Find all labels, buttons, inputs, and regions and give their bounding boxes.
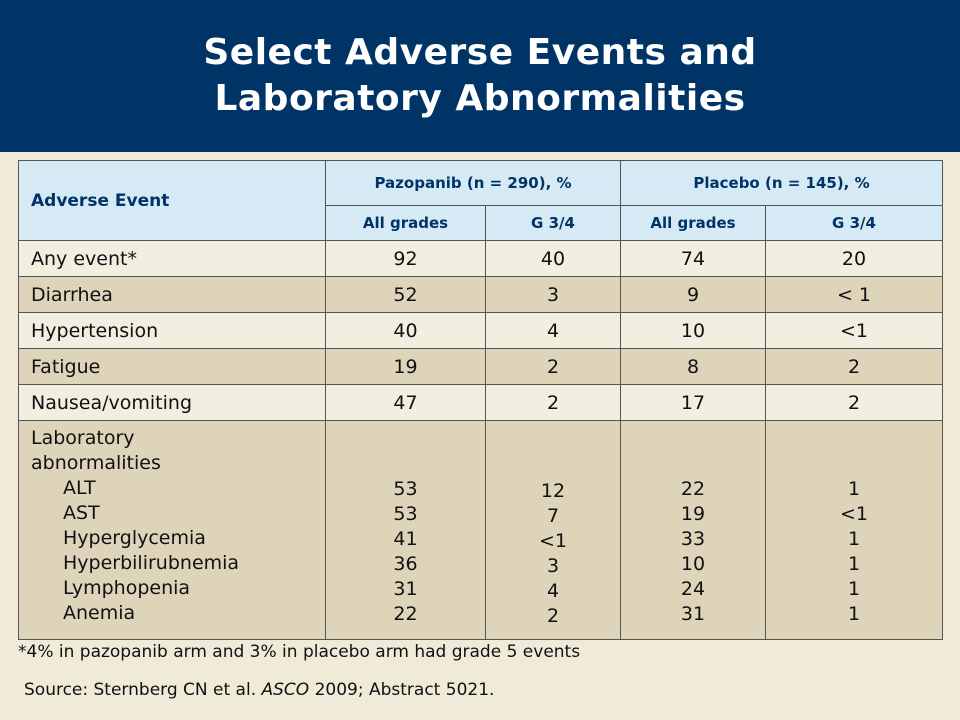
pazopanib-g34-value: 40: [486, 241, 621, 277]
placebo-all-value: 17: [621, 385, 766, 421]
lab-value: 7: [546, 505, 560, 527]
event-name: Fatigue: [19, 349, 326, 385]
lab-names-cell: [19, 421, 326, 640]
header-adverse-event: Adverse Event: [19, 161, 326, 241]
subheader-pazopanib-g34: G 3/4: [486, 206, 621, 241]
event-name: Hypertension: [19, 313, 326, 349]
lab-value: 31: [393, 578, 418, 600]
placebo-g34-value: < 1: [766, 277, 943, 313]
subheader-placebo-g34: G 3/4: [766, 206, 943, 241]
pazopanib-g34-value: 2: [486, 349, 621, 385]
lab-pazopanib-g34-cell: [486, 421, 621, 640]
pazopanib-g34-value: 4: [486, 313, 621, 349]
lab-item-name: Anemia: [63, 602, 136, 624]
subheader-placebo-all-grades: All grades: [621, 206, 766, 241]
lab-value: 1: [847, 553, 861, 575]
pazopanib-all-value: 19: [326, 349, 486, 385]
pazopanib-g34-value: 3: [486, 277, 621, 313]
lab-heading-line-2: abnormalities: [31, 452, 161, 474]
source-journal: ASCO: [261, 680, 310, 700]
source-citation: [24, 680, 494, 700]
pazopanib-all-value: 40: [326, 313, 486, 349]
table-header-row: [19, 161, 943, 206]
lab-item-name: AST: [63, 502, 100, 524]
source-prefix: Source: Sternberg CN et al.: [24, 680, 262, 700]
header-pazopanib: Pazopanib (n = 290), %: [326, 161, 621, 206]
page-title-line-1: Select Adverse Events and: [203, 32, 757, 73]
table-row: [19, 241, 943, 277]
lab-heading-line-1: Laboratory: [31, 427, 135, 449]
lab-value: <1: [538, 530, 567, 552]
page-title-line-2: Laboratory Abnormalities: [214, 78, 746, 119]
lab-value: 1: [847, 603, 861, 625]
title-banner: [0, 0, 960, 152]
source-suffix: 2009; Abstract 5021.: [309, 680, 495, 700]
placebo-all-value: 10: [621, 313, 766, 349]
lab-item-name: Hyperbilirubnemia: [63, 552, 240, 574]
lab-value: 53: [393, 503, 418, 525]
lab-value: 33: [680, 528, 706, 550]
event-name: Diarrhea: [19, 277, 326, 313]
pazopanib-all-value: 52: [326, 277, 486, 313]
table-row: [19, 349, 943, 385]
placebo-all-value: 8: [621, 349, 766, 385]
lab-value: 1: [847, 478, 861, 500]
lab-placebo-all-cell: [621, 421, 766, 640]
lab-item-name: Hyperglycemia: [63, 527, 206, 549]
lab-item-name: ALT: [63, 477, 96, 499]
placebo-all-value: 9: [621, 277, 766, 313]
event-name: Any event*: [19, 241, 326, 277]
lab-value: 53: [393, 478, 418, 500]
subheader-pazopanib-all-grades: All grades: [326, 206, 486, 241]
lab-value: 36: [393, 553, 418, 575]
lab-value: 19: [680, 503, 706, 525]
lab-placebo-g34-cell: [766, 421, 943, 640]
lab-value: 10: [680, 553, 706, 575]
lab-value: 41: [393, 528, 418, 550]
pazopanib-g34-value: 2: [486, 385, 621, 421]
placebo-all-value: 74: [621, 241, 766, 277]
lab-value: 31: [680, 603, 706, 625]
lab-value: 1: [847, 528, 861, 550]
header-placebo: Placebo (n = 145), %: [621, 161, 943, 206]
placebo-g34-value: <1: [766, 313, 943, 349]
lab-value: 12: [540, 480, 566, 502]
lab-value: 1: [847, 578, 861, 600]
lab-abnormalities-row: [19, 421, 943, 640]
lab-value: <1: [839, 503, 868, 525]
adverse-events-table: [18, 160, 943, 640]
lab-value: 4: [546, 580, 560, 602]
lab-value: 3: [546, 555, 560, 577]
pazopanib-all-value: 47: [326, 385, 486, 421]
pazopanib-all-value: 92: [326, 241, 486, 277]
lab-value: 22: [680, 478, 706, 500]
lab-value: 24: [680, 578, 706, 600]
placebo-g34-value: 20: [766, 241, 943, 277]
table-row: [19, 313, 943, 349]
footnote: *4% in pazopanib arm and 3% in placebo arm had grade 5 events: [18, 642, 581, 662]
placebo-g34-value: 2: [766, 385, 943, 421]
event-name: Nausea/vomiting: [19, 385, 326, 421]
lab-pazopanib-all-cell: [326, 421, 486, 640]
placebo-g34-value: 2: [766, 349, 943, 385]
lab-value: 2: [546, 605, 560, 627]
table-row: [19, 385, 943, 421]
lab-item-name: Lymphopenia: [63, 577, 191, 599]
table-row: [19, 277, 943, 313]
lab-value: 22: [393, 603, 418, 625]
